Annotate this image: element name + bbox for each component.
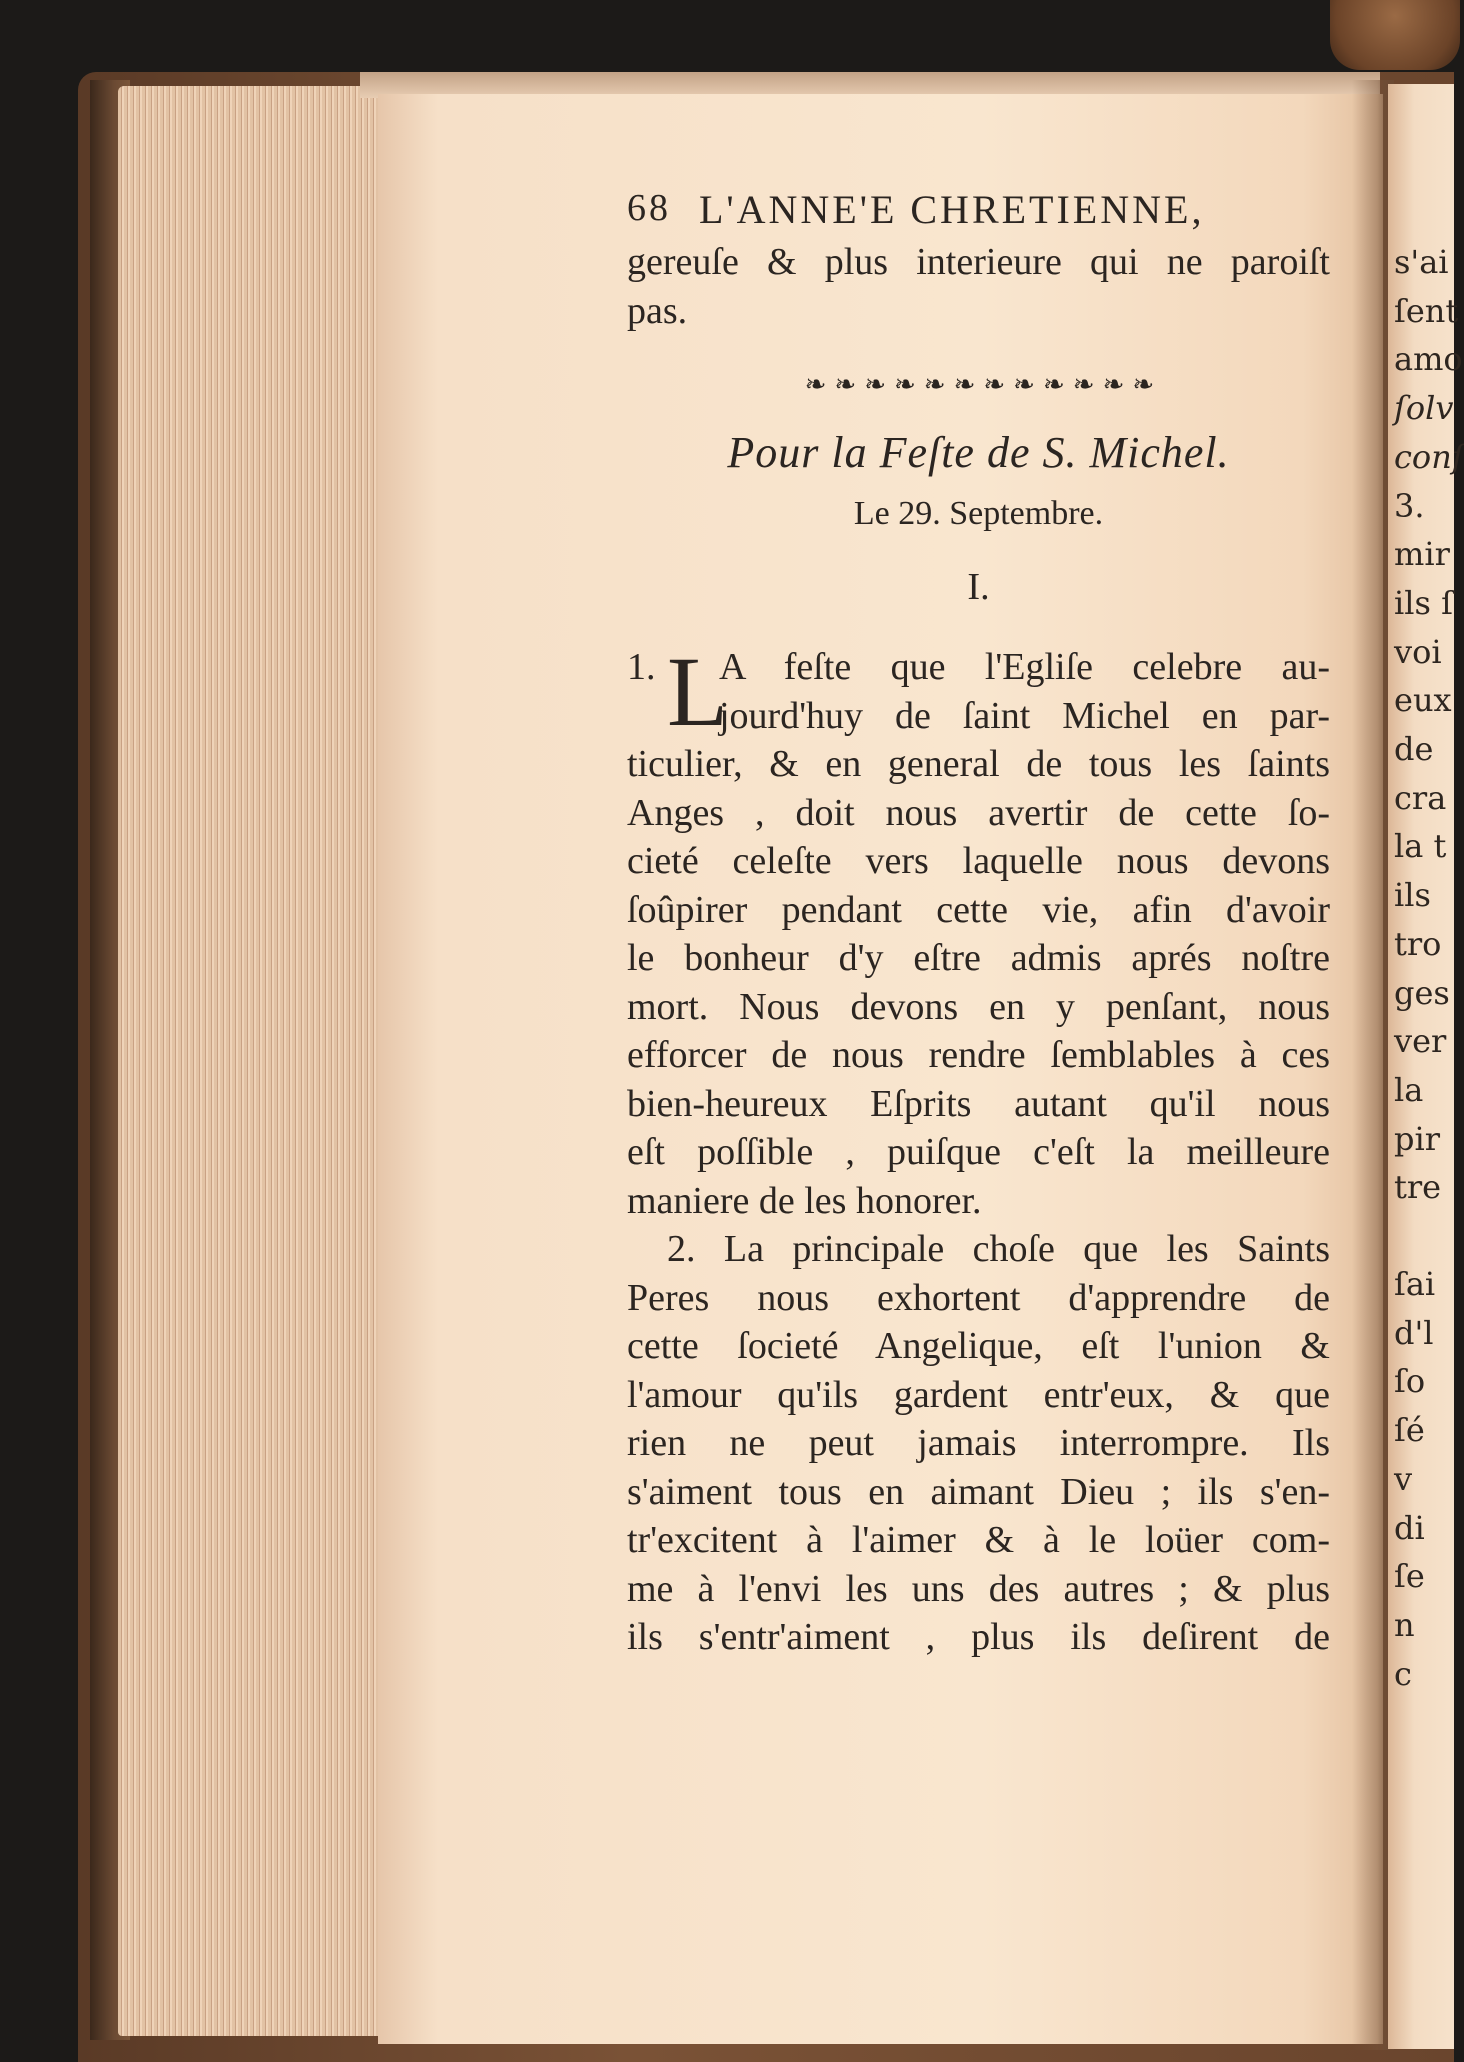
text-line: ſoûpirer pendant cette vie, afin d'avoir (627, 888, 1330, 931)
text-line: Peres nous exhortent d'apprendre de (627, 1276, 1330, 1319)
ornament-icon: ❧ (894, 370, 914, 400)
text-line: bien-heureux Eſprits autant qu'il nous (627, 1082, 1330, 1125)
facing-text-line: d'l (1394, 1313, 1434, 1352)
facing-text-line: ſai (1394, 1265, 1436, 1304)
facing-text-line: la t (1394, 827, 1447, 866)
ornament-icon: ❧ (953, 370, 974, 400)
facing-text-line: c (1394, 1654, 1412, 1693)
text-line: 2. La principale choſe que les Saints (667, 1228, 1330, 1270)
facing-text-line: conſ (1394, 437, 1464, 476)
section-numeral: I. (967, 566, 990, 608)
ornament-icon: ❧ (1102, 370, 1123, 400)
running-title: L'ANNE'E CHRETIENNE, (699, 187, 1205, 232)
facing-text-line: ſé (1394, 1411, 1425, 1450)
facing-text-line: ver (1394, 1022, 1447, 1061)
text-line: A feſte que l'Egliſe celebre au- (719, 646, 1330, 688)
facing-text-line: tro (1394, 924, 1442, 963)
facing-page-text (1394, 238, 1464, 1698)
text-line: cette ſocieté Angelique, eſt l'union & (627, 1325, 1330, 1367)
text-line: le bonheur d'y eſtre admis aprés noſtre (627, 937, 1330, 979)
facing-text-line: ges (1394, 973, 1450, 1012)
facing-text-line: amo (1394, 340, 1463, 379)
text-line: mort. Nous devons en y penſant, nous (627, 985, 1330, 1028)
facing-text-line: ſo (1394, 1362, 1426, 1401)
ornament-icon: ❧ (1043, 370, 1063, 400)
text-line: ticulier, & en general de tous les ſaints (627, 743, 1330, 785)
text-line: ils s'entr'aiment , plus ils deſirent de (627, 1616, 1330, 1658)
text-line: cieté celeſte vers laquelle nous devons (627, 840, 1330, 882)
facing-text-line: pir (1394, 1119, 1441, 1158)
facing-text-line: voi (1394, 632, 1442, 671)
text-line: pas. (627, 289, 688, 332)
ornament-icon: ❧ (1072, 370, 1093, 400)
facing-text-line: ils (1394, 876, 1431, 915)
paragraph-number: 1. (627, 646, 656, 688)
text-line: maniere de les honorer. (627, 1179, 982, 1222)
ornament-icon: ❧ (864, 370, 885, 400)
facing-text-line: ſe (1394, 1557, 1425, 1596)
text-line: rien ne peut jamais interrompre. Ils (627, 1422, 1330, 1464)
ornament-icon: ❧ (983, 370, 1004, 400)
facing-text-line: v (1394, 1459, 1413, 1498)
facing-text-line: tre (1394, 1168, 1442, 1207)
facing-text-line: eux (1394, 681, 1452, 720)
book-clasp (1330, 0, 1460, 70)
facing-text-line: ſolv (1394, 389, 1454, 428)
ornament-icon: ❧ (1132, 370, 1153, 400)
text-line: efforcer de nous rendre ſemblables à ces (627, 1034, 1330, 1076)
drop-cap: L (667, 636, 729, 747)
facing-text-line: de (1394, 730, 1434, 769)
text-line: tr'excitent à l'aimer & à le loüer com- (627, 1519, 1330, 1561)
page-number: 68 (627, 187, 671, 229)
facing-text-line: ils ſ (1394, 583, 1453, 622)
ornament-icon: ❧ (1013, 370, 1034, 400)
feast-date: Le 29. Septembre. (853, 495, 1104, 532)
ornament-icon: ❧ (804, 370, 825, 400)
text-line: me à l'envi les uns des autres ; & plus (627, 1567, 1330, 1610)
facing-text-line: 3. (1394, 486, 1425, 525)
section-title: Pour la Feſte de S. Michel. (727, 428, 1230, 477)
paragraph-2 (627, 1225, 1330, 1662)
page-text-block (627, 186, 1330, 1662)
running-head (627, 186, 1330, 238)
text-line: eſt poſſible , puiſque c'eſt la meilleure (627, 1131, 1330, 1173)
ornament-band (627, 365, 1330, 405)
facing-text-line: di (1394, 1508, 1425, 1547)
page-edges (118, 86, 378, 2036)
text-line: l'amour qu'ils gardent entr'eux, & que (627, 1373, 1330, 1416)
text-line: Anges , doit nous avertir de cette ſo- (627, 791, 1330, 834)
ornament-icon: ❧ (923, 370, 944, 400)
text-line: s'aiment tous en aimant Dieu ; ils s'en- (627, 1470, 1330, 1513)
facing-text-line: mir (1394, 535, 1450, 574)
paragraph-1 (627, 636, 1330, 1225)
text-line: gereuſe & plus interieure qui ne paroiſt (627, 241, 1330, 283)
facing-text-line: ſent (1394, 291, 1459, 330)
facing-text-line: cra (1394, 778, 1447, 817)
facing-text-line: s'ai (1394, 243, 1449, 281)
ornament-icon: ❧ (834, 370, 855, 400)
facing-text-line: la (1394, 1070, 1424, 1109)
text-line: jourd'huy de ſaint Michel en par- (719, 694, 1330, 737)
facing-text-line: n (1394, 1605, 1415, 1644)
